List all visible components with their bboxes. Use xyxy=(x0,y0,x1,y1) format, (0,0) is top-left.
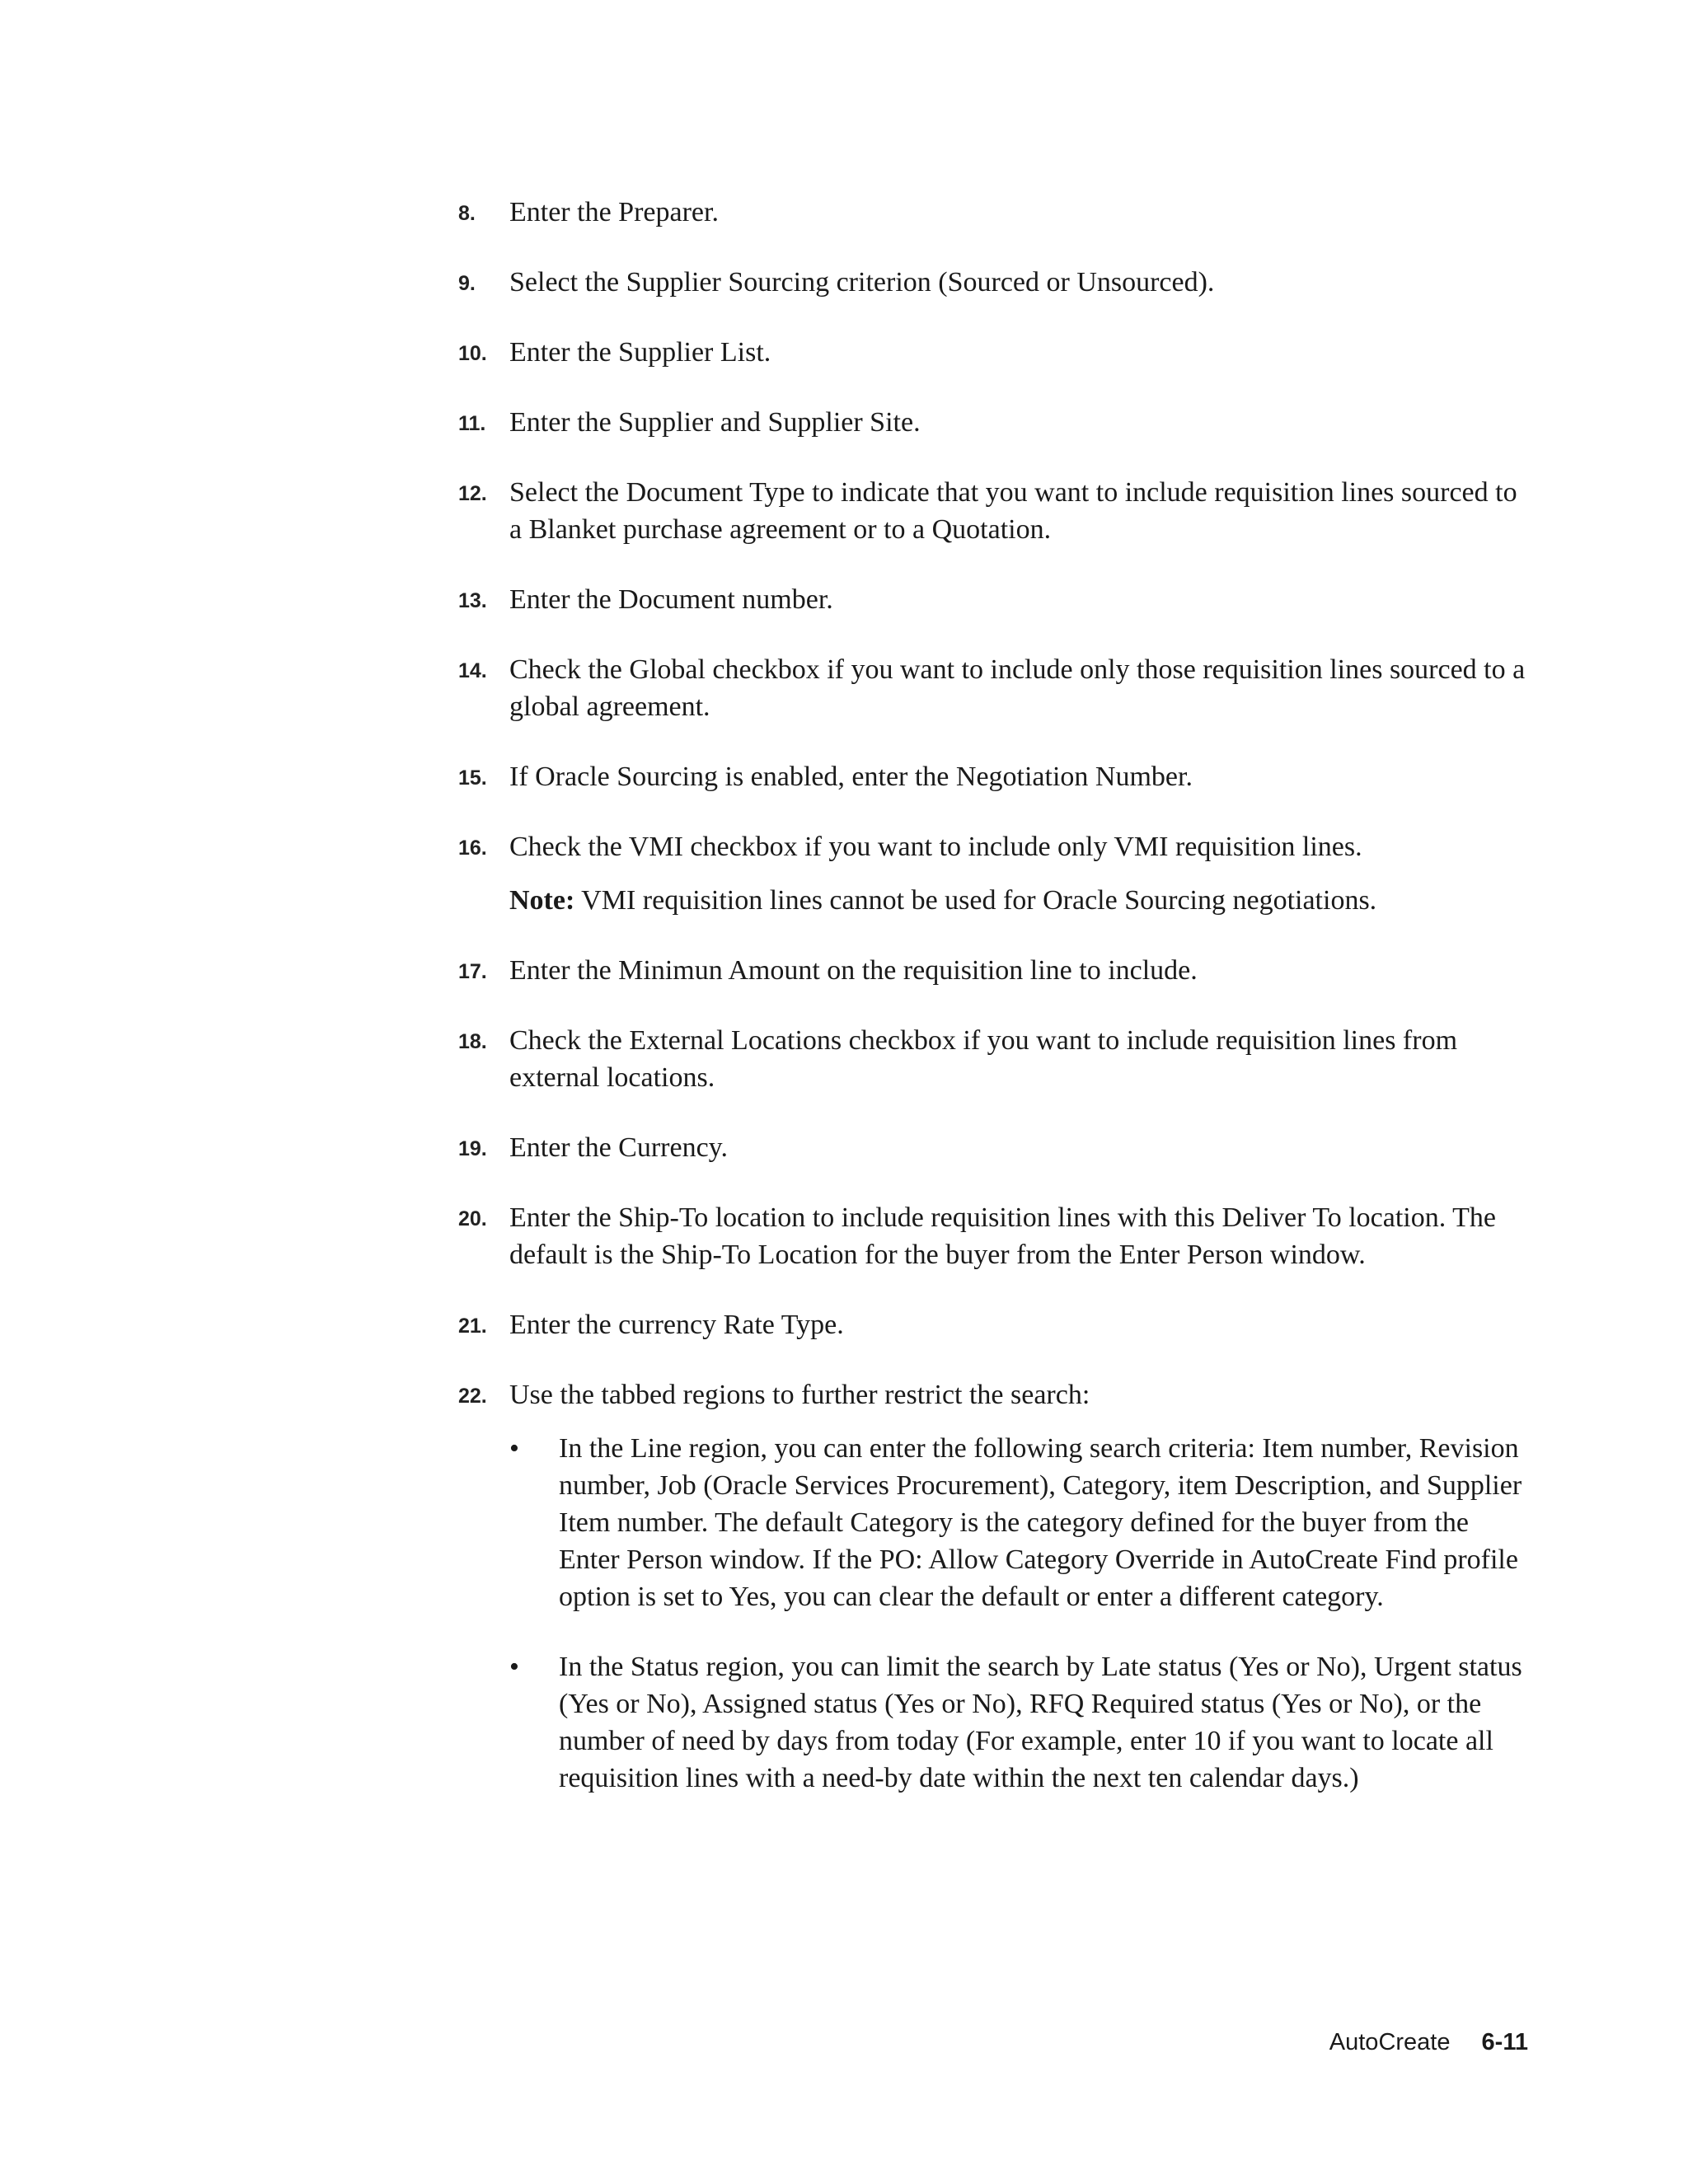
step-text: Enter the Minimun Amount on the requisition line to include. xyxy=(509,955,1198,986)
step-text: Enter the currency Rate Type. xyxy=(509,1310,844,1340)
step-item xyxy=(458,1306,1530,1343)
step-number: 13. xyxy=(458,589,487,612)
step-text: Enter the Supplier List. xyxy=(509,337,771,368)
step-text: Check the External Locations checkbox if you want to include requisition lines from external locations. xyxy=(509,1025,1458,1093)
step-number: 16. xyxy=(458,837,487,860)
note xyxy=(509,882,1530,919)
bullet-list xyxy=(509,1430,1530,1797)
bullet-text: In the Status region, you can limit the search by Late status (Yes or No), Urgent status (Yes or No), Assigned status (Yes or No), RFQ Required status (Yes or No), or the number of need by days from today (For example, enter 10 if you want to locate all requisition lines with a need-by date within the next ten calendar days.) xyxy=(559,1652,1522,1793)
step-item xyxy=(458,1199,1530,1273)
step-item xyxy=(458,651,1530,725)
note-text: VMI requisition lines cannot be used for Oracle Sourcing negotiations. xyxy=(574,885,1377,916)
step-number: 10. xyxy=(458,342,487,365)
step-item xyxy=(458,828,1530,919)
step-text: Enter the Currency. xyxy=(509,1132,728,1163)
step-number: 15. xyxy=(458,766,487,790)
step-text: Select the Document Type to indicate that you want to include requisition lines sourced to a Blanket purchase agreement or to a Quotation. xyxy=(509,477,1517,545)
page-footer xyxy=(1329,2029,1528,2056)
step-number: 22. xyxy=(458,1385,487,1408)
step-number: 12. xyxy=(458,482,487,505)
step-number: 21. xyxy=(458,1315,487,1338)
bullet-text: In the Line region, you can enter the following search criteria: Item number, Revision number, Job (Oracle Services Procurement), Category, item Description, and Supplier Item number. The default Category is the category defined for the buyer from the Enter Person window. If the PO: Allow Category Override in AutoCreate Find profile option is set to Yes, you can clear the default or enter a different category. xyxy=(559,1433,1522,1612)
step-item xyxy=(458,1022,1530,1096)
step-item xyxy=(458,952,1530,989)
note-label: Note: xyxy=(509,885,575,916)
step-item xyxy=(458,1376,1530,1797)
step-number: 11. xyxy=(458,412,486,435)
step-text: Enter the Ship-To location to include requisition lines with this Deliver To location. The default is the Ship-To Location for the buyer from the Enter Person window. xyxy=(509,1202,1496,1270)
step-number: 17. xyxy=(458,960,487,983)
bullet-item xyxy=(509,1430,1530,1615)
step-text: Check the VMI checkbox if you want to include only VMI requisition lines. xyxy=(509,832,1362,862)
step-item xyxy=(458,758,1530,795)
step-text: Use the tabbed regions to further restrict the search: xyxy=(509,1380,1090,1410)
footer-page-number: 6-11 xyxy=(1481,2029,1528,2055)
step-item xyxy=(458,404,1530,441)
step-item xyxy=(458,474,1530,548)
bullet-item xyxy=(509,1648,1530,1797)
step-item xyxy=(458,194,1530,231)
step-text: If Oracle Sourcing is enabled, enter the Negotiation Number. xyxy=(509,762,1193,792)
step-item xyxy=(458,581,1530,618)
step-number: 8. xyxy=(458,202,476,225)
step-number: 19. xyxy=(458,1137,487,1160)
step-text: Enter the Preparer. xyxy=(509,197,719,227)
bullet-icon: • xyxy=(509,1433,519,1464)
step-text: Check the Global checkbox if you want to include only those requisition lines sourced to a global agreement. xyxy=(509,654,1526,722)
step-number: 20. xyxy=(458,1207,487,1230)
step-item xyxy=(458,1129,1530,1166)
footer-section-title: AutoCreate xyxy=(1329,2029,1451,2055)
step-text: Enter the Document number. xyxy=(509,584,833,615)
step-item xyxy=(458,334,1530,371)
step-number: 9. xyxy=(458,272,476,295)
step-text: Select the Supplier Sourcing criterion (Sourced or Unsourced). xyxy=(509,267,1215,298)
step-number: 14. xyxy=(458,659,487,682)
step-item xyxy=(458,264,1530,301)
step-list xyxy=(458,194,1530,1830)
bullet-icon: • xyxy=(509,1652,519,1682)
step-number: 18. xyxy=(458,1030,487,1053)
step-text: Enter the Supplier and Supplier Site. xyxy=(509,407,921,438)
